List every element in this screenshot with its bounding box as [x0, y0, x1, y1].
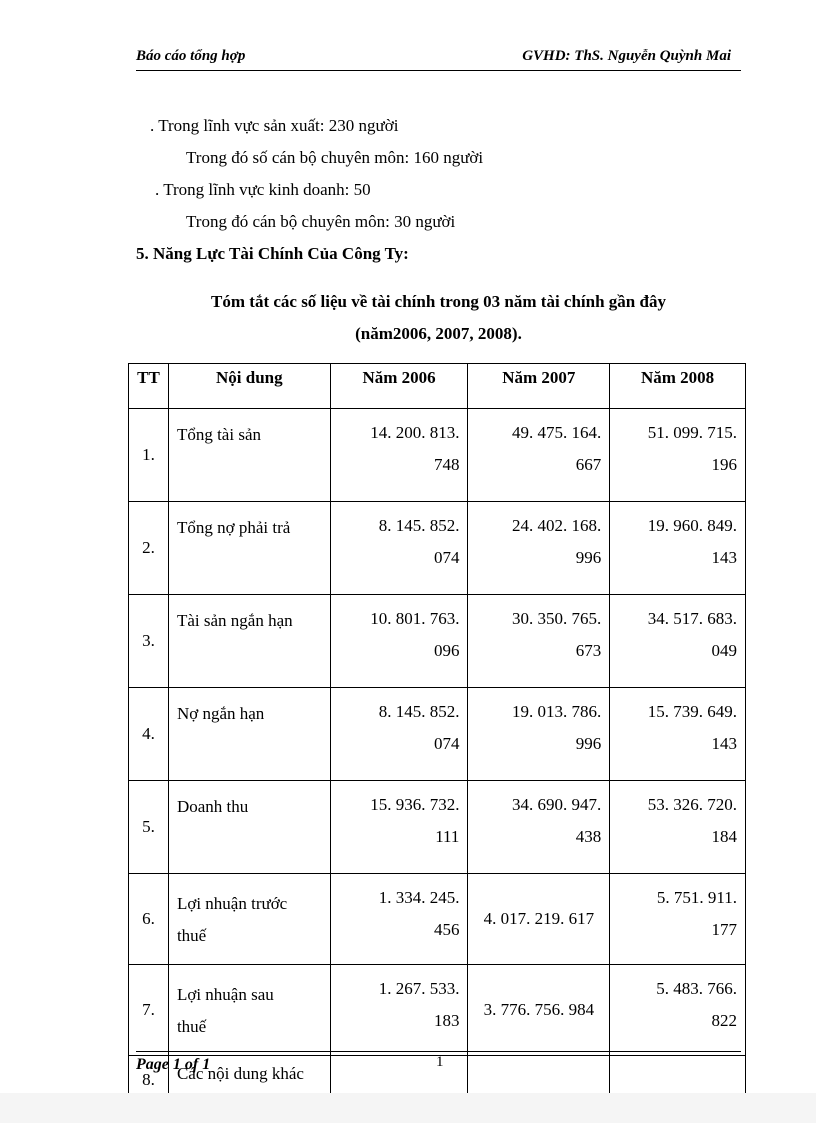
table-row — [129, 409, 746, 502]
header-right: GVHD: ThS. Nguyễn Quỳnh Mai — [522, 48, 731, 64]
row-label: Lợi nhuận sau thuế — [168, 965, 330, 1056]
cell-2006: 8. 145. 852. 074 — [330, 688, 468, 781]
cell-2008: 19. 960. 849. 143 — [610, 502, 746, 595]
row-label: Lợi nhuận trước thuế — [168, 874, 330, 965]
cell-2006: 14. 200. 813. 748 — [330, 409, 468, 502]
row-label: Các nội dung khác — [168, 1056, 330, 1105]
cell-2006: 15. 936. 732. 111 — [330, 781, 468, 874]
cell-2007: 34. 690. 947. 438 — [468, 781, 610, 874]
cell-2007: 49. 475. 164. 667 — [468, 409, 610, 502]
footer-page-number: 1 — [436, 1054, 444, 1070]
cell-2008: 51. 099. 715. 196 — [610, 409, 746, 502]
table-title-1: Tóm tắt các số liệu về tài chính trong 03 năm tài chính gần đây — [211, 292, 666, 311]
cell-2008: 15. 739. 649. 143 — [610, 688, 746, 781]
footer-page-label: Page 1 of 1 — [136, 1056, 211, 1073]
cell-2007: 3. 776. 756. 984 — [468, 965, 610, 1056]
cell-2008: 5. 751. 911. 177 — [610, 874, 746, 965]
table-title-2: (năm2006, 2007, 2008). — [355, 324, 522, 343]
row-number: 6. — [129, 874, 169, 965]
col-header-tt: TT — [129, 364, 169, 409]
cell-2006: 10. 801. 763. 096 — [330, 595, 468, 688]
cell-2006: 1. 267. 533. 183 — [330, 965, 468, 1056]
body-line-4: Trong đó cán bộ chuyên môn: 30 người — [186, 212, 456, 231]
table-row — [129, 965, 746, 1056]
cell-2006: 1. 334. 245. 456 — [330, 874, 468, 965]
row-number: 4. — [129, 688, 169, 781]
page-header — [136, 48, 741, 71]
cell-2007: 19. 013. 786. 996 — [468, 688, 610, 781]
row-number: 7. — [129, 965, 169, 1056]
col-header-2006: Năm 2006 — [330, 364, 468, 409]
row-number: 5. — [129, 781, 169, 874]
table-row — [129, 688, 746, 781]
body-line-2: Trong đó số cán bộ chuyên môn: 160 người — [186, 148, 484, 167]
row-number: 1. — [129, 409, 169, 502]
row-number: 8. — [129, 1056, 169, 1105]
row-label: Nợ ngắn hạn — [168, 688, 330, 781]
body-line-1: . Trong lĩnh vực sản xuất: 230 người — [150, 116, 399, 135]
cell-2006: 8. 145. 852. 074 — [330, 502, 468, 595]
table-row — [129, 874, 746, 965]
table-row — [129, 781, 746, 874]
row-number: 3. — [129, 595, 169, 688]
table-row — [129, 502, 746, 595]
cell-2008: 53. 326. 720. 184 — [610, 781, 746, 874]
cell-2007: 24. 402. 168. 996 — [468, 502, 610, 595]
row-label: Tài sản ngắn hạn — [168, 595, 330, 688]
row-label: Tổng nợ phải trả — [168, 502, 330, 595]
page-footer — [136, 1051, 741, 1073]
col-header-2008: Năm 2008 — [610, 364, 746, 409]
col-header-2007: Năm 2007 — [468, 364, 610, 409]
row-number: 2. — [129, 502, 169, 595]
col-header-content: Nội dung — [168, 364, 330, 409]
cell-2008: 5. 483. 766. 822 — [610, 965, 746, 1056]
cell-2007: 30. 350. 765. 673 — [468, 595, 610, 688]
cell-2008: 34. 517. 683. 049 — [610, 595, 746, 688]
cell-2007: 4. 017. 219. 617 — [468, 874, 610, 965]
row-label: Doanh thu — [168, 781, 330, 874]
row-label: Tổng tài sản — [168, 409, 330, 502]
table-row — [129, 595, 746, 688]
financial-table — [128, 363, 746, 1105]
table-header-row — [129, 364, 746, 409]
body-line-3: . Trong lĩnh vực kinh doanh: 50 — [155, 180, 371, 199]
section-heading: 5. Năng Lực Tài Chính Của Công Ty: — [136, 244, 409, 263]
header-left: Báo cáo tổng hợp — [136, 48, 246, 64]
page-bottom-band — [0, 1093, 816, 1123]
